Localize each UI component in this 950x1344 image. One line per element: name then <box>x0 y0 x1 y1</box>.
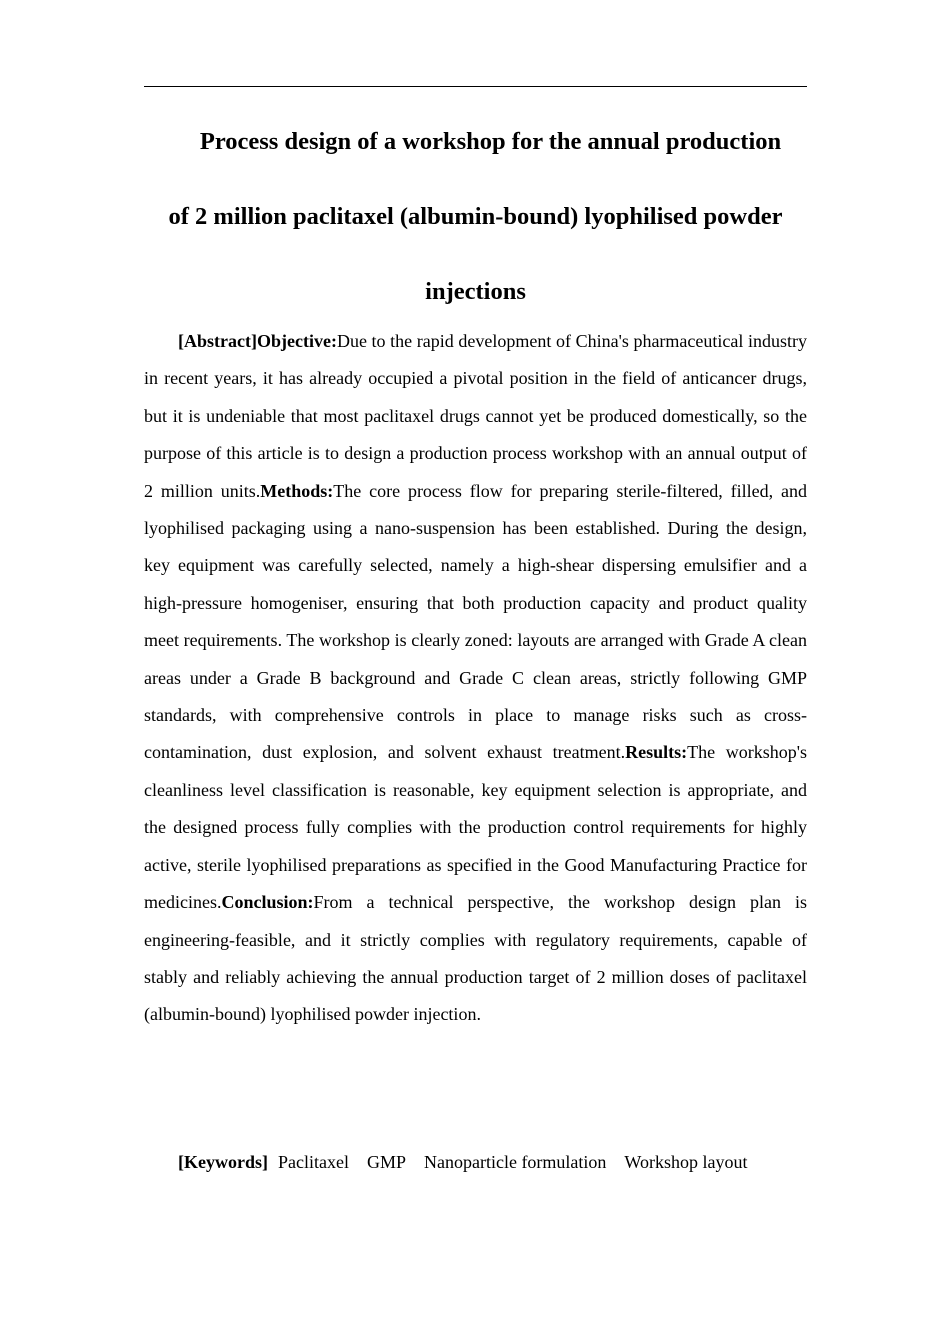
objective-text: Due to the rapid development of China's pharmaceutical industry in recent years, it has already occupied a pivotal position in the field of anticancer drugs, but it is undeniable that most paclitaxel drugs cannot yet be produced domestically, so the purpose of this article is to design a production process workshop with an annual output of 2 million units. <box>144 331 807 501</box>
methods-label: Methods: <box>260 480 334 501</box>
results-label: Results: <box>625 742 688 763</box>
paper-title <box>144 104 807 329</box>
conclusion-label: Conclusion: <box>221 892 314 913</box>
abstract-label: [Abstract] <box>178 331 257 351</box>
keywords-paragraph <box>144 1144 807 1181</box>
keyword-item: Workshop layout <box>624 1152 748 1172</box>
keyword-item: Paclitaxel <box>277 1152 349 1172</box>
keyword-item: GMP <box>366 1152 406 1172</box>
title-line-2: of 2 million paclitaxel (albumin-bound) lyophilised powder <box>168 203 783 230</box>
keywords-label: [Keywords] <box>178 1152 268 1172</box>
methods-text: The core process flow for preparing sterile-filtered, filled, and lyophilised packaging using a nano-suspension has been established. During the design, key equipment was carefully selected, namely a high-shear dispersing emulsifier and a high-pressure homogeniser, ensuring that both production capacity and product quality meet requirements. The workshop is clearly zoned: layouts are arranged with Grade A clean areas under a Grade B background and Grade C clean areas, strictly following GMP standards, with comprehensive controls in place to manage risks such as cross-contamination, dust explosion, and solvent exhaust treatment. <box>144 480 807 763</box>
header-rule <box>144 86 807 87</box>
conclusion-text: From a technical perspective, the workshop design plan is engineering-feasible, and it strictly complies with regulatory requirements, capable of stably and reliably achieving the annual production target of 2 million doses of paclitaxel (albumin-bound) lyophilised powder injection. <box>144 892 807 1025</box>
results-text: The workshop's cleanliness level classification is reasonable, key equipment selection is appropriate, and the designed process fully complies with the production control requirements for highly active, sterile lyophilised preparations as specified in the Good Manufacturing Practice for medicines. <box>144 742 807 913</box>
keyword-item: Nanoparticle formulation <box>423 1152 607 1172</box>
abstract-paragraph <box>144 323 807 1034</box>
title-line-1: Process design of a workshop for the annual production <box>199 128 782 155</box>
objective-label: Objective: <box>256 331 337 351</box>
title-line-3: injections <box>425 278 526 305</box>
